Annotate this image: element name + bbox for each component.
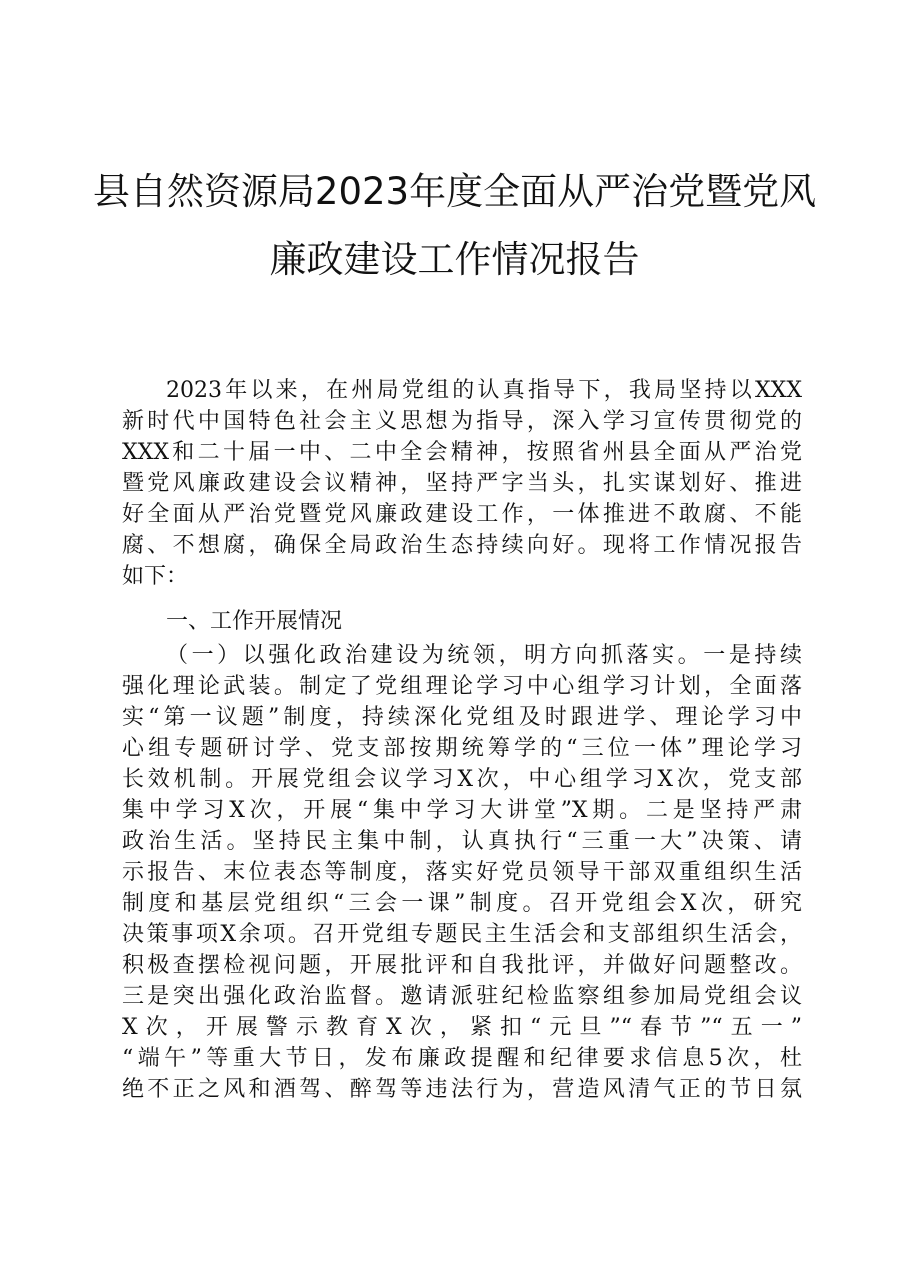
section-line: 示报告、末位表态等制度，落实好党员领导干部双重组织生活 (122, 860, 802, 885)
intro-line: 好全面从严治党暨党风廉政建设工作，一体推进不敢腐、不能 (122, 502, 802, 527)
section-line: 政治生活。坚持民主集中制，认真执行“三重一大”决策、请 (122, 829, 802, 854)
intro-line: 腐、不想腐，确保全局政治生态持续向好。现将工作情况报告 (122, 533, 802, 558)
section-heading: 一、工作开展情况 (166, 609, 343, 634)
intro-line: 新时代中国特色社会主义思想为指导，深入学习宣传贯彻党的 (122, 409, 802, 434)
intro-line: 暨党风廉政建设会议精神，坚持严字当头，扎实谋划好、推进 (122, 471, 802, 496)
section-line: 制度和基层党组织“三会一课”制度。召开党组会X次，研究 (122, 891, 802, 916)
intro-line: 2023年以来，在州局党组的认真指导下，我局坚持以XXX (166, 378, 802, 403)
section-line: 长效机制。开展党组会议学习X次，中心组学习X次，党支部 (122, 767, 802, 792)
section-line: 三是突出强化政治监督。邀请派驻纪检监察组参加局党组会议 (122, 984, 802, 1009)
section-line: 实“第一议题”制度，持续深化党组及时跟进学、理论学习中 (122, 705, 802, 730)
section-line: “端午”等重大节日，发布廉政提醒和纪律要求信息5次，杜 (122, 1046, 802, 1071)
section-line: 决策事项X余项。召开党组专题民主生活会和支部组织生活会， (122, 922, 802, 947)
section-line: 心组专题研讨学、党支部按期统筹学的“三位一体”理论学习 (122, 736, 802, 761)
document-title-line-1: 县自然资源局2023年度全面从严治党暨党风 (92, 170, 817, 213)
section-line: 绝不正之风和酒驾、醉驾等违法行为，营造风清气正的节日氛 (122, 1077, 802, 1102)
section-line: 强化理论武装。制定了党组理论学习中心组学习计划，全面落 (122, 674, 802, 699)
section-line: X次，开展警示教育X次，紧扣“元旦”“春节”“五一” (122, 1015, 802, 1040)
section-line: 集中学习X次，开展“集中学习大讲堂”X期。二是坚持严肃 (122, 798, 802, 823)
section-line: （一）以强化政治建设为统领，明方向抓落实。一是持续 (166, 643, 802, 668)
document-title-line-2: 廉政建设工作情况报告 (269, 238, 640, 281)
intro-line: 如下： (122, 564, 189, 589)
section-line: 积极查摆检视问题，开展批评和自我批评，并做好问题整改。 (122, 953, 802, 978)
intro-line: XXX和二十届一中、二中全会精神，按照省州县全面从严治党 (122, 440, 802, 465)
